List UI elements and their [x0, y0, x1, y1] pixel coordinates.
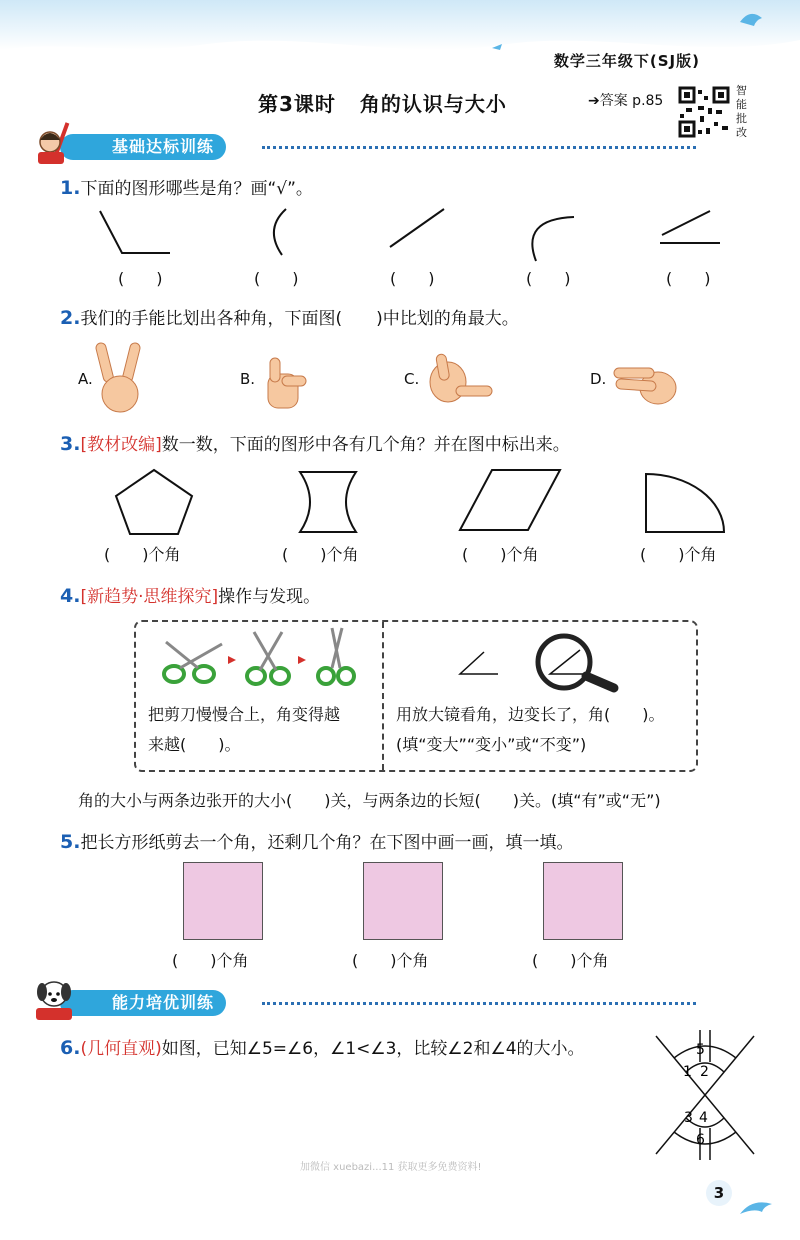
q1-figure-a [100, 211, 170, 253]
q1-blank-d[interactable]: ( ) [526, 269, 571, 288]
book-label: 数学三年级下(SJ版) [553, 52, 700, 70]
v-sign-hand-icon [96, 340, 146, 416]
angle-label-5: 5 [696, 1042, 705, 1058]
l-shape-hand-icon [260, 356, 308, 412]
dolphin-icon [738, 1196, 778, 1222]
q3-blank-concave[interactable]: ( )个角 [282, 545, 359, 564]
q2-option-b-label[interactable]: B. [240, 370, 256, 388]
q5-blank-2[interactable]: ( )个角 [352, 951, 429, 970]
q3-blank-parallelogram[interactable]: ( )个角 [462, 545, 539, 564]
q2-option-c-label[interactable]: C. [404, 370, 420, 388]
qr-code-icon[interactable] [678, 86, 730, 138]
section-banner-basic [30, 134, 748, 160]
lesson-number: 第3课时 [258, 92, 336, 116]
answer-reference[interactable]: ➔答案 p.85 [588, 93, 664, 109]
section-banner-advanced [30, 990, 748, 1016]
question-5: 5.把长方形纸剪去一个角，还剩几个角？在下图中画一画，填一填。 [60, 831, 574, 853]
q1-figures [90, 205, 730, 265]
page-number: 3 [706, 1180, 732, 1206]
watermark: 加微信 xuebazi...11 获取更多免费资料! [300, 1162, 482, 1173]
q3-blank-pentagon[interactable]: ( )个角 [104, 545, 181, 564]
q1-figure-c [390, 209, 444, 247]
magnifier-angle-icon [454, 630, 654, 694]
q4-left-text: 把剪刀慢慢合上，角变得越 来越( )。 [148, 705, 341, 754]
wide-angle-hand-icon [426, 352, 496, 410]
q3-pentagon [116, 470, 192, 534]
q5-blank-3[interactable]: ( )个角 [532, 951, 609, 970]
lesson-name: 角的认识与大小 [359, 92, 507, 116]
puppy-reading-icon [30, 976, 86, 1024]
q2-option-d-label[interactable]: D. [590, 370, 607, 388]
small-angle-hand-icon [612, 358, 678, 406]
q1-blank-b[interactable]: ( ) [254, 269, 299, 288]
page-title [258, 88, 507, 117]
angle-label-3: 3 [684, 1110, 693, 1126]
angle-label-1: 1 [683, 1064, 692, 1080]
qr-caption: 智 能 批 改 [736, 84, 747, 139]
angle-label-4: 4 [699, 1110, 708, 1126]
q2-option-a-label[interactable]: A. [78, 370, 93, 388]
q3-parallelogram [460, 470, 560, 530]
q4-conclusion[interactable]: 角的大小与两条边张开的大小( )关，与两条边的长短( )关。(填“有”或“无”) [78, 791, 661, 810]
q1-blank-e[interactable]: ( ) [666, 269, 711, 288]
scissors-sequence-icon [162, 628, 362, 688]
question-2: 2.我们的手能比划出各种角，下面图( )中比划的角最大。 [60, 307, 519, 329]
question-4: 4.[新趋势·思维探究]操作与发现。 [60, 585, 321, 607]
q1-figure-e [662, 211, 710, 235]
section-title-basic: 基础达标训练 [60, 134, 226, 160]
q5-paper-2[interactable] [363, 862, 443, 940]
q5-paper-3[interactable] [543, 862, 623, 940]
angle-label-6: 6 [696, 1132, 705, 1148]
angle-label-2: 2 [700, 1064, 709, 1080]
section-title-advanced: 能力培优训练 [60, 990, 226, 1016]
q6-angle-diagram [650, 1030, 760, 1160]
q1-figure-b [274, 209, 286, 255]
q1-blank-c[interactable]: ( ) [390, 269, 435, 288]
q1-figure-d [532, 217, 574, 261]
q5-paper-1[interactable] [183, 862, 263, 940]
q4-right-text: 用放大镜看角，边变长了，角( )。 (填“变大”“变小”或“不变”) [396, 705, 665, 754]
q1-blank-a[interactable]: ( ) [118, 269, 163, 288]
student-writing-icon [30, 120, 86, 168]
q3-blank-quarter-circle[interactable]: ( )个角 [640, 545, 717, 564]
q4-activity-box [134, 620, 698, 772]
q5-blank-1[interactable]: ( )个角 [172, 951, 249, 970]
question-1: 1.下面的图形哪些是角？画“√”。 [60, 177, 313, 199]
q3-figures [100, 466, 740, 542]
question-3: 3.[教材改编]数一数，下面的图形中各有几个角？并在图中标出来。 [60, 433, 570, 455]
question-6: 6.(几何直观)如图，已知∠5=∠6，∠1<∠3，比较∠2和∠4的大小。 [60, 1037, 585, 1059]
q3-concave-shape [300, 472, 356, 532]
q3-quarter-circle [646, 474, 724, 532]
